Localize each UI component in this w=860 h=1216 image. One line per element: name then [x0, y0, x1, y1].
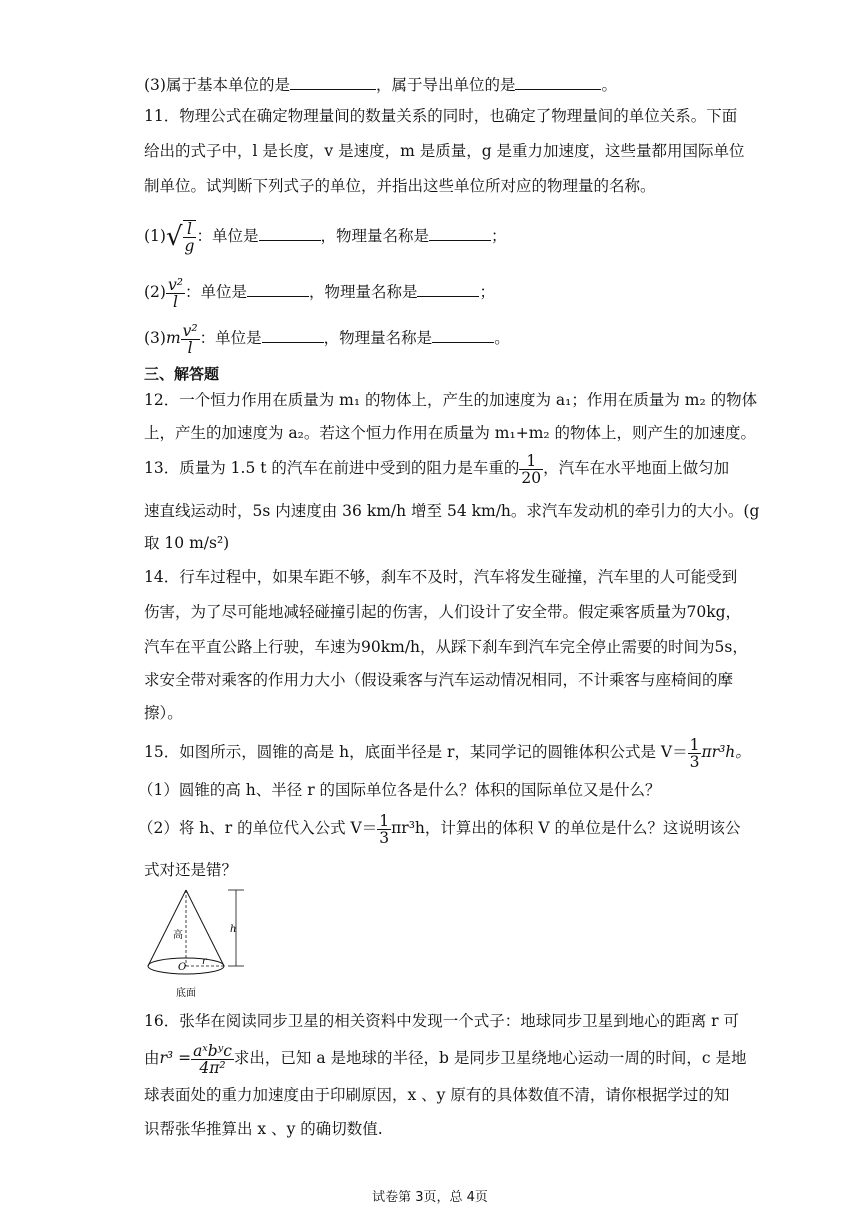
q15-line1	[144, 732, 751, 772]
q14-line3: 汽车在平直公路上行驶，车速为90km/h，从踩下刹车到汽车完全停止需要的时间为5s，	[144, 638, 748, 656]
answer-blank[interactable]	[417, 282, 479, 297]
q15-s2-text-a: （2）将 h、r 的单位代入公式 V＝	[138, 819, 378, 837]
q13-text-a: 13．质量为 1.5 t 的汽车在前进中受到的阻力是车重的	[144, 459, 520, 477]
q11-line2: 给出的式子中，l 是长度，v 是速度，m 是质量，g 是重力加速度，这些量都用国际单位	[144, 142, 745, 160]
frac-den: 3	[379, 828, 390, 847]
q14-line5: 擦）。	[144, 704, 183, 722]
q12-line2: 上，产生的加速度为 a₂。若这个恒力作用在质量为 m₁+m₂ 的物体上，则产生的加速度。	[144, 424, 757, 442]
frac-den: g	[184, 237, 195, 255]
q13-line1	[144, 448, 729, 488]
q13-line3: 取 10 m/s²)	[144, 534, 230, 552]
q16-line4: 识帮张华推算出 x 、y 的确切数值.	[144, 1120, 383, 1138]
semicolon: ；	[491, 227, 507, 245]
answer-blank[interactable]	[259, 226, 321, 241]
item-label: (2)	[144, 283, 166, 301]
sqrt-sign: √	[165, 222, 183, 252]
q15-sub2-cont: 式对还是错？	[144, 861, 238, 879]
frac-num: 1	[689, 735, 700, 754]
answer-blank[interactable]	[290, 75, 376, 90]
cone-right-edge	[186, 890, 224, 966]
q14-line1: 14．行车过程中，如果车距不够，刹车不及时，汽车将发生碰撞，汽车里的人可能受到	[144, 568, 738, 586]
q13-line2: 速直线运动时，5s 内速度由 36 km/h 增至 54 km/h。求汽车发动机的牵引力的大小。(g	[144, 502, 760, 520]
page-footer: 试卷第 3页，总 4页	[372, 1190, 488, 1205]
q12-line1: 12．一个恒力作用在质量为 m₁ 的物体上，产生的加速度为 a₁；作用在质量为 m₂ 的物体	[144, 391, 758, 409]
q16-text-b: 求出，已知 a 是地球的半径，b 是同步卫星绕地心运动一周的时间，c 是地	[233, 1049, 747, 1067]
frac-den: l	[172, 292, 178, 311]
q16-text-a: 由	[144, 1049, 160, 1067]
section-heading: 三、解答题	[144, 365, 220, 383]
label-h: h	[230, 924, 237, 935]
semicolon: ；	[479, 283, 495, 301]
cone-left-edge	[148, 890, 186, 966]
frac-num: 1	[519, 453, 543, 470]
period: 。	[494, 329, 510, 347]
label-o: O	[178, 962, 187, 973]
name-text: ，物理量名称是	[323, 329, 433, 347]
fraction	[191, 1043, 234, 1076]
frac-den: 20	[521, 468, 542, 487]
name-text: ，物理量名称是	[308, 283, 418, 301]
label-r: r	[202, 956, 207, 967]
q10-p3-end: 。	[601, 76, 617, 94]
label-base: 底面	[176, 988, 196, 999]
frac-num: l	[183, 221, 197, 238]
frac-den: 3	[689, 752, 700, 771]
q11-item3	[144, 320, 510, 356]
q10-p3-text-b: ，属于导出单位的是	[375, 76, 516, 94]
q10-part3	[144, 75, 617, 95]
answer-blank[interactable]	[432, 328, 494, 343]
answer-blank[interactable]	[429, 226, 491, 241]
fraction	[181, 323, 200, 356]
frac-num: 1	[379, 811, 390, 830]
name-text: ，物理量名称是	[320, 227, 430, 245]
fraction	[519, 453, 543, 486]
q14-line4: 求安全带对乘客的作用力大小（假设乘客与汽车运动情况相同，不计乘客与座椅间的摩	[144, 671, 734, 689]
frac-den: 4π²	[199, 1058, 226, 1077]
fraction	[688, 737, 702, 770]
frac-num: aˣbʸc	[193, 1041, 232, 1060]
formula-lhs: r³ =	[159, 1049, 192, 1067]
frac-num: v²	[182, 321, 198, 340]
formula-tail: πr³h。	[701, 743, 751, 761]
q16-line1: 16．张华在阅读同步卫星的相关资料中发现一个式子：地球同步卫星到地心的距离 r 可	[144, 1012, 739, 1030]
q16-line2	[144, 1036, 746, 1080]
unit-text: ：单位是	[184, 283, 247, 301]
q11-line3: 制单位。试判断下列式子的单位，并指出这些单位所对应的物理量的名称。	[144, 177, 656, 195]
q15-sub2	[138, 808, 740, 848]
q14-line2: 伤害，为了尽可能地减轻碰撞引起的伤害，人们设计了安全带。假定乘客质量为70kg，	[144, 603, 742, 621]
answer-blank[interactable]	[262, 328, 324, 343]
q10-p3-text-a: (3)属于基本单位的是	[144, 76, 290, 94]
label-height: 高	[173, 930, 183, 941]
item-label: (3)	[144, 329, 166, 347]
unit-text: ：单位是	[199, 329, 262, 347]
item-label: (1)	[144, 227, 166, 245]
q15-s2-text-b: πr³h，计算出的体积 V 的单位是什么？这说明该公	[391, 819, 741, 837]
q15-sub1: （1）圆锥的高 h、半径 r 的国际单位各是什么？体积的国际单位又是什么？	[138, 781, 661, 799]
q13-text-b: ，汽车在水平地面上做匀加	[543, 459, 730, 477]
answer-blank[interactable]	[515, 75, 601, 90]
frac-num: v²	[167, 275, 183, 294]
q11-line1: 11．物理公式在确定物理量间的数量关系的同时，也确定了物理量间的单位关系。下面	[144, 107, 738, 125]
fraction	[166, 277, 185, 310]
cone-figure	[140, 886, 250, 1004]
fraction	[377, 813, 391, 846]
unit-text: ：单位是	[196, 227, 259, 245]
fraction	[183, 220, 197, 254]
symbol-m: m	[165, 329, 181, 347]
q11-item1	[144, 218, 507, 254]
q11-item2	[144, 274, 495, 310]
frac-den: l	[187, 338, 193, 357]
answer-blank[interactable]	[247, 282, 309, 297]
q15-text-a: 15．如图所示，圆锥的高是 h，底面半径是 r，某同学记的圆锥体积公式是 V＝	[144, 743, 688, 761]
q16-line3: 球表面处的重力加速度由于印刷原因，x 、y 原有的具体数值不清，请你根据学过的知	[144, 1086, 730, 1104]
